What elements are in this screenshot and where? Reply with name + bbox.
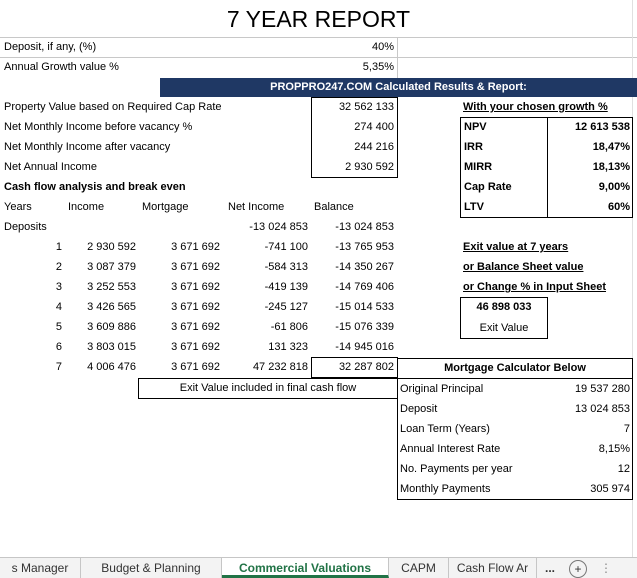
cell-income[interactable]: 3 609 886 bbox=[87, 321, 136, 333]
net-annual-income-value[interactable]: 2 930 592 bbox=[345, 161, 394, 173]
cell-year[interactable]: 1 bbox=[55, 241, 62, 253]
mirr-label: MIRR bbox=[464, 161, 493, 173]
col-header-income: Income bbox=[68, 201, 105, 213]
growth-label: Annual Growth value % bbox=[4, 61, 119, 73]
col-header-years: Years bbox=[4, 201, 32, 213]
ltv-value[interactable]: 60% bbox=[607, 201, 630, 213]
cell-balance[interactable]: -14 769 406 bbox=[335, 281, 394, 293]
npv-label: NPV bbox=[464, 121, 487, 133]
deposits-net[interactable]: -13 024 853 bbox=[249, 221, 308, 233]
exit-line-2: or Balance Sheet value bbox=[463, 261, 584, 273]
exit-value-label: Exit Value bbox=[479, 322, 529, 334]
cell-net-income[interactable]: -419 139 bbox=[264, 281, 308, 293]
growth-value[interactable]: 5,35% bbox=[362, 61, 394, 73]
mortgage-row-value[interactable]: 13 024 853 bbox=[574, 403, 630, 415]
npv-value[interactable]: 12 613 538 bbox=[574, 121, 630, 133]
col-header-net-income: Net Income bbox=[228, 201, 285, 213]
net-annual-income-label: Net Annual Income bbox=[4, 161, 97, 173]
tab-budget-planning[interactable]: Budget & Planning bbox=[81, 558, 222, 578]
exit-line-3: or Change % in Input Sheet bbox=[463, 281, 607, 293]
sheet-tab-bar bbox=[0, 557, 637, 578]
property-value-label: Property Value based on Required Cap Rate bbox=[4, 101, 222, 113]
cell-income[interactable]: 3 252 553 bbox=[87, 281, 136, 293]
mortgage-row-value[interactable]: 12 bbox=[617, 463, 630, 475]
tab-cash-flow[interactable]: Cash Flow Ar bbox=[449, 558, 537, 578]
cell-year[interactable]: 6 bbox=[55, 341, 62, 353]
cell-balance[interactable]: -15 076 339 bbox=[335, 321, 394, 333]
cell-mortgage[interactable]: 3 671 692 bbox=[171, 241, 220, 253]
mortgage-row-value[interactable]: 8,15% bbox=[598, 443, 630, 455]
exit-line-1: Exit value at 7 years bbox=[463, 241, 569, 253]
mortgage-row-value[interactable]: 305 974 bbox=[590, 483, 630, 495]
col-header-mortgage: Mortgage bbox=[142, 201, 189, 213]
cell-income[interactable]: 3 426 565 bbox=[87, 301, 136, 313]
cell-net-income[interactable]: -584 313 bbox=[264, 261, 308, 273]
cell-balance[interactable]: 32 287 802 bbox=[338, 361, 394, 373]
ltv-label: LTV bbox=[464, 201, 484, 213]
col-header-balance: Balance bbox=[314, 201, 354, 213]
gridline bbox=[397, 37, 398, 78]
cashflow-heading: Cash flow analysis and break even bbox=[4, 181, 186, 193]
cap-rate-label: Cap Rate bbox=[464, 181, 512, 193]
property-value[interactable]: 32 562 133 bbox=[338, 101, 394, 113]
add-sheet-icon[interactable]: + bbox=[569, 560, 587, 578]
cell-balance[interactable]: -14 350 267 bbox=[335, 261, 394, 273]
cell-net-income[interactable]: -741 100 bbox=[264, 241, 308, 253]
mortgage-heading: Mortgage Calculator Below bbox=[444, 362, 586, 374]
cell-mortgage[interactable]: 3 671 692 bbox=[171, 301, 220, 313]
mortgage-row-label: Original Principal bbox=[400, 383, 484, 395]
cell-balance[interactable]: -13 765 953 bbox=[335, 241, 394, 253]
cell-year[interactable]: 2 bbox=[55, 261, 62, 273]
deposits-label: Deposits bbox=[4, 221, 47, 233]
cell-year[interactable]: 5 bbox=[55, 321, 62, 333]
deposits-balance[interactable]: -13 024 853 bbox=[335, 221, 394, 233]
tab-overflow-ellipsis[interactable]: ... bbox=[544, 561, 555, 575]
mortgage-row-value[interactable]: 7 bbox=[623, 423, 630, 435]
deposit-label: Deposit, if any, (%) bbox=[4, 41, 97, 53]
cell-balance[interactable]: -15 014 533 bbox=[335, 301, 394, 313]
results-banner: PROPPRO247.COM Calculated Results & Report: bbox=[160, 78, 637, 97]
income-after-vacancy-value[interactable]: 244 216 bbox=[354, 141, 394, 153]
income-after-vacancy-label: Net Monthly Income after vacancy bbox=[4, 141, 171, 153]
report-title: 7 YEAR REPORT bbox=[226, 6, 411, 32]
cell-net-income[interactable]: -245 127 bbox=[264, 301, 308, 313]
exit-value[interactable]: 46 898 033 bbox=[476, 301, 532, 313]
tab-resource-manager[interactable]: s Manager bbox=[0, 558, 81, 578]
cell-income[interactable]: 3 803 015 bbox=[87, 341, 136, 353]
cell-income[interactable]: 2 930 592 bbox=[87, 241, 136, 253]
cell-income[interactable]: 3 087 379 bbox=[87, 261, 136, 273]
cell-year[interactable]: 3 bbox=[55, 281, 62, 293]
cell-net-income[interactable]: 47 232 818 bbox=[252, 361, 308, 373]
cell-mortgage[interactable]: 3 671 692 bbox=[171, 361, 220, 373]
irr-value[interactable]: 18,47% bbox=[592, 141, 630, 153]
mortgage-row-label: Annual Interest Rate bbox=[400, 443, 501, 455]
irr-label: IRR bbox=[464, 141, 483, 153]
deposit-value[interactable]: 40% bbox=[371, 41, 394, 53]
exit-note: Exit Value included in final cash flow bbox=[179, 382, 357, 394]
mortgage-row-label: Monthly Payments bbox=[400, 483, 491, 495]
growth-heading: With your chosen growth % bbox=[463, 101, 608, 113]
cell-mortgage[interactable]: 3 671 692 bbox=[171, 341, 220, 353]
more-options-icon[interactable]: ⋮ bbox=[600, 561, 612, 575]
cap-rate-value[interactable]: 9,00% bbox=[598, 181, 630, 193]
mortgage-row-label: No. Payments per year bbox=[400, 463, 513, 475]
cell-year[interactable]: 7 bbox=[55, 361, 62, 373]
mirr-value[interactable]: 18,13% bbox=[592, 161, 630, 173]
cell-net-income[interactable]: 131 323 bbox=[268, 341, 308, 353]
mortgage-row-value[interactable]: 19 537 280 bbox=[574, 383, 630, 395]
cell-income[interactable]: 4 006 476 bbox=[87, 361, 136, 373]
cell-balance[interactable]: -14 945 016 bbox=[335, 341, 394, 353]
cell-year[interactable]: 4 bbox=[55, 301, 62, 313]
tab-capm[interactable]: CAPM bbox=[389, 558, 449, 578]
tab-commercial-valuations[interactable]: Commercial Valuations bbox=[222, 558, 389, 578]
income-before-vacancy-value[interactable]: 274 400 bbox=[354, 121, 394, 133]
cell-mortgage[interactable]: 3 671 692 bbox=[171, 261, 220, 273]
income-before-vacancy-label: Net Monthly Income before vacancy % bbox=[4, 121, 193, 133]
cell-mortgage[interactable]: 3 671 692 bbox=[171, 321, 220, 333]
cell-net-income[interactable]: -61 806 bbox=[270, 321, 308, 333]
mortgage-row-label: Deposit bbox=[400, 403, 438, 415]
mortgage-row-label: Loan Term (Years) bbox=[400, 423, 490, 435]
cell-mortgage[interactable]: 3 671 692 bbox=[171, 281, 220, 293]
